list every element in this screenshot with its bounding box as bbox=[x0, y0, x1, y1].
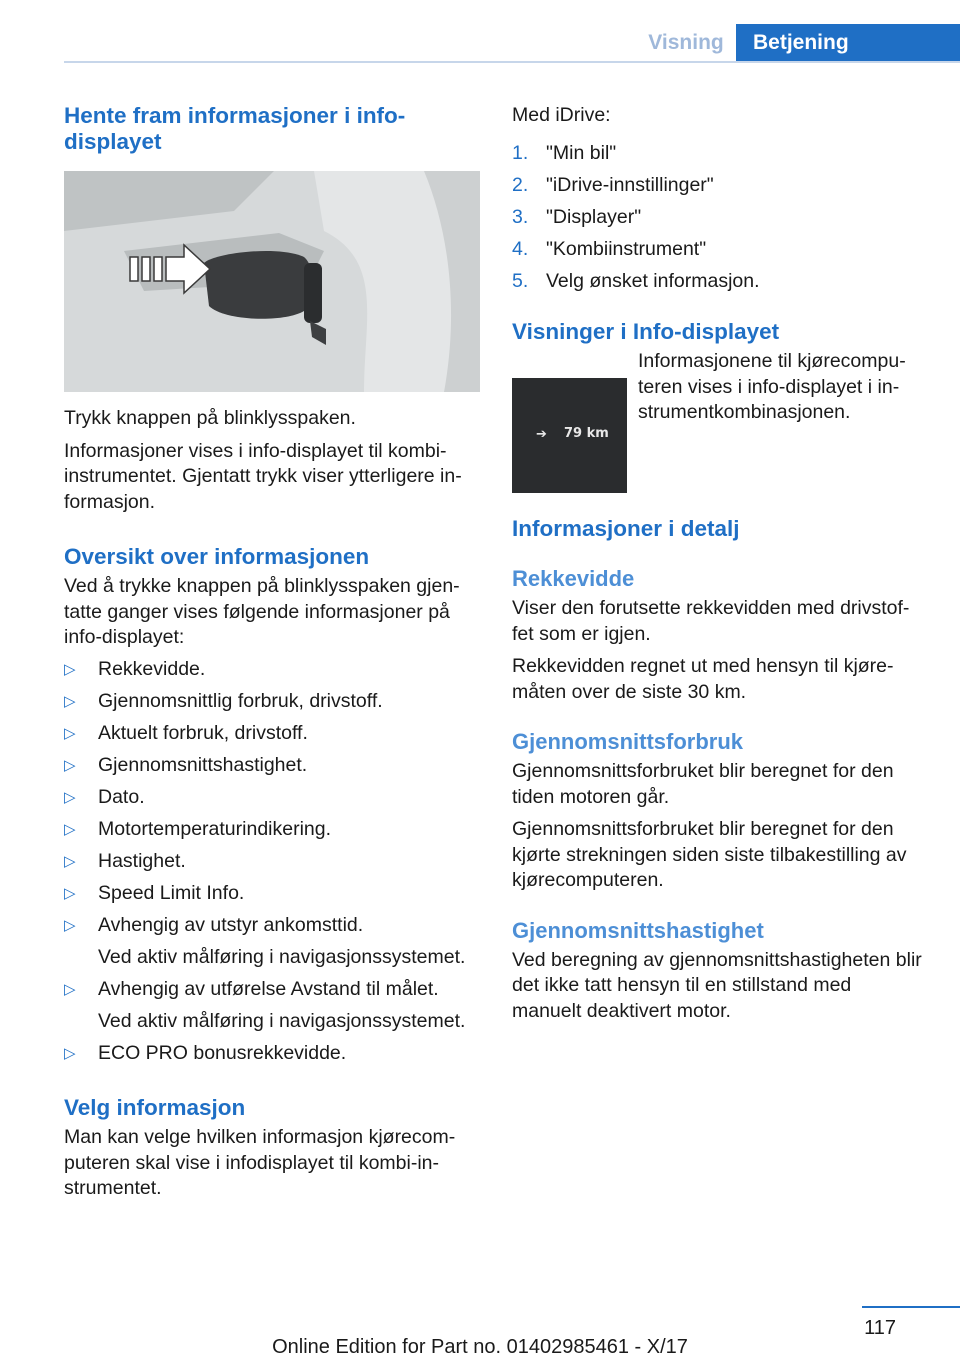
triangle-bullet-icon: ▷ bbox=[64, 820, 76, 838]
step-item: 2. "iDrive-innstillinger" bbox=[512, 173, 714, 196]
para-med-idrive: Med iDrive: bbox=[512, 104, 611, 126]
para-informasjoner-vises: Informasjoner vises i info-displayet til kombi-instrumentet. Gjentatt trykk viser ytterligere in-formasjon. bbox=[64, 439, 462, 513]
para-rekkevidde-2: Rekkevidden regnet ut med hensyn til kjøre-måten over de siste 30 km. bbox=[512, 655, 894, 703]
para-man-kan-velge: Man kan velge hvilken informasjon kjørecom-puteren skal vise i infodisplayet til kombi-in-strumentet. bbox=[64, 1126, 456, 1199]
heading-informasjoner-i-detalj: Informasjoner i detalj bbox=[512, 516, 740, 541]
page-number: 117 bbox=[864, 1317, 896, 1339]
para-informasjonene: Informasjonene til kjørecompu-teren vises i info-displayet i in-strumentkombinasjonen. bbox=[638, 350, 906, 423]
para-ved-a-trykke: Ved å trykke knappen på blinklysspaken gjen-tatte ganger vises følgende informasjoner på info-displayet: bbox=[64, 575, 460, 648]
info-display-image bbox=[512, 378, 627, 493]
step-item: 1. "Min bil" bbox=[512, 141, 617, 164]
subheading-gjennomsnittshastighet: Gjennomsnittshastighet bbox=[512, 917, 764, 943]
list-item: ▷ Rekkevidde. bbox=[64, 657, 480, 683]
turn-signal-lever-photo bbox=[64, 171, 480, 392]
para-hastighet-1: Ved beregning av gjennomsnittshastigheten blir det ikke tatt hensyn til en stillstand med manuelt deaktivert motor. bbox=[512, 948, 922, 1022]
para-rekkevidde-1: Viser den forutsette rekkevidden med drivstof-fet som er igjen. bbox=[512, 597, 910, 645]
triangle-bullet-icon: ▷ bbox=[64, 756, 76, 774]
right-column bbox=[512, 103, 926, 1024]
info-list bbox=[64, 657, 480, 1067]
list-item: ▷ Avhengig av utstyr ankomsttid. Ved aktiv målføring i navigasjonssystemet. bbox=[64, 913, 480, 971]
step-item: 5. Velg ønsket informasjon. bbox=[512, 269, 760, 292]
edition-line: Online Edition for Part no. 01402985461 - X/17 bbox=[272, 1336, 688, 1358]
tab-visning[interactable]: Visning bbox=[648, 31, 724, 54]
display-readout: 79 km bbox=[564, 426, 609, 441]
heading-velg-informasjon: Velg informasjon bbox=[64, 1095, 246, 1120]
tab-betjening[interactable]: Betjening bbox=[736, 24, 960, 62]
triangle-bullet-icon: ▷ bbox=[64, 1044, 76, 1062]
list-item: ▷ ECO PRO bonusrekkevidde. bbox=[64, 1041, 480, 1067]
info-display-row bbox=[512, 349, 926, 489]
subheading-rekkevidde: Rekkevidde bbox=[512, 566, 635, 591]
para-trykk: Trykk knappen på blinklysspaken. bbox=[64, 407, 356, 429]
triangle-bullet-icon: ▷ bbox=[64, 884, 76, 902]
triangle-bullet-icon: ▷ bbox=[64, 852, 76, 870]
list-item: ▷ Speed Limit Info. bbox=[64, 881, 480, 907]
triangle-bullet-icon: ▷ bbox=[64, 916, 76, 934]
lever-illustration bbox=[64, 171, 480, 392]
triangle-bullet-icon: ▷ bbox=[64, 660, 76, 678]
list-item: ▷ Gjennomsnittshastighet. bbox=[64, 753, 480, 779]
subheading-gjennomsnittsforbruk: Gjennomsnittsforbruk bbox=[512, 729, 744, 754]
heading-oversikt: Oversikt over informasjonen bbox=[64, 544, 370, 569]
left-column bbox=[64, 103, 480, 1202]
triangle-bullet-icon: ▷ bbox=[64, 788, 76, 806]
list-item: ▷ Gjennomsnittlig forbruk, drivstoff. bbox=[64, 689, 480, 715]
list-item: ▷ Avhengig av utførelse Avstand til målet. Ved aktiv målføring i navigasjonssystemet. bbox=[64, 977, 480, 1035]
list-item: ▷ Aktuelt forbruk, drivstoff. bbox=[64, 721, 480, 747]
list-item: ▷ Motortemperaturindikering. bbox=[64, 817, 480, 843]
triangle-bullet-icon: ▷ bbox=[64, 692, 76, 710]
list-item-note: Ved aktiv målføring i navigasjonssystemet. bbox=[98, 945, 466, 968]
range-arrow-icon: ➔ bbox=[536, 426, 547, 441]
list-item: ▷ Dato. bbox=[64, 785, 480, 811]
triangle-bullet-icon: ▷ bbox=[64, 980, 76, 998]
footer-rule bbox=[862, 1306, 960, 1308]
para-forbruk-2: Gjennomsnittsforbruket blir beregnet for den kjørte strekningen siden siste tilbakestilling av kjørecomputeren. bbox=[512, 818, 907, 891]
para-forbruk-1: Gjennomsnittsforbruket blir beregnet for den tiden motoren går. bbox=[512, 760, 894, 808]
triangle-bullet-icon: ▷ bbox=[64, 724, 76, 742]
idrive-steps bbox=[512, 141, 926, 295]
list-item-note: Ved aktiv målføring i navigasjonssystemet. bbox=[98, 1009, 466, 1032]
step-item: 4. "Kombiinstrument" bbox=[512, 237, 707, 260]
heading-visninger: Visninger i Info-displayet bbox=[512, 319, 780, 344]
heading-hente-fram: Hente fram informasjoner i info-displayet bbox=[64, 103, 406, 154]
header-rule bbox=[64, 61, 960, 63]
list-item: ▷ Hastighet. bbox=[64, 849, 480, 875]
step-item: 3. "Displayer" bbox=[512, 205, 642, 228]
